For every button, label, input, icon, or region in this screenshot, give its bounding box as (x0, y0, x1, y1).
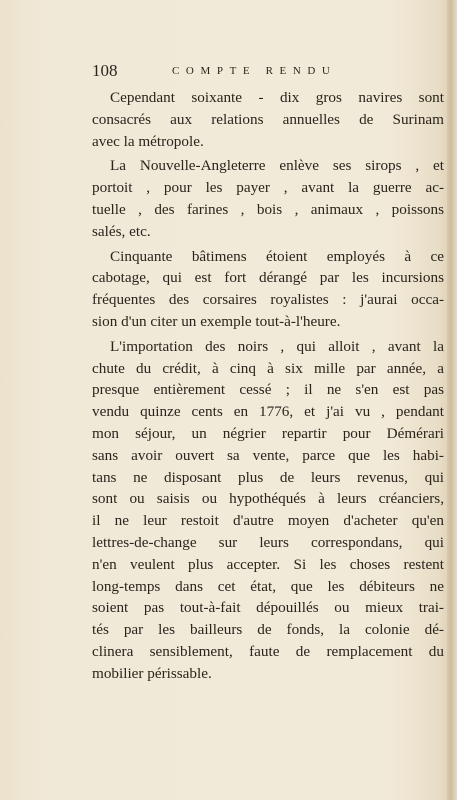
text-line: presque entièrement cessé ; il ne s'en est pas (92, 381, 444, 399)
text-line: portoit , pour les payer , avant la guerre ac- (92, 179, 444, 197)
page-edge (447, 0, 457, 800)
paragraph-3 (92, 246, 444, 333)
body-text (92, 87, 444, 688)
page-number: 108 (92, 61, 118, 80)
text-line: il ne leur restoit d'autre moyen d'acheter qu'en (92, 512, 444, 530)
text-line: lettres-de-change sur leurs correspondans, qui (92, 533, 444, 551)
text-line: salés, etc. (92, 222, 151, 240)
text-line: tuelle , des farines , bois , animaux , poissons (92, 200, 444, 218)
text-line: long-temps dans cet état, que les débiteurs ne (92, 577, 444, 595)
text-line: sont ou saisis ou hypothéqués à leurs créanciers, (92, 490, 444, 508)
text-line: L'importation des noirs , qui alloit , avant la (110, 337, 444, 355)
text-line: vendu quinze cents en 1776, et j'ai vu , pendant (92, 403, 444, 421)
text-line: clinera sensiblement, faute de remplacement du (92, 642, 444, 660)
text-line: cabotage, qui est fort dérangé par les incursions (92, 269, 444, 287)
text-line: tans ne disposant plus de leurs revenus, qui (92, 468, 444, 486)
text-line: chute du crédit, à cinq à six mille par année, a (92, 359, 444, 377)
text-line: mobilier périssable. (92, 664, 212, 682)
text-line: avec la métropole. (92, 132, 204, 150)
paragraph-1 (92, 87, 444, 152)
text-line: soient pas tout-à-fait dépouillés ou mieux trai- (92, 599, 444, 617)
text-line: La Nouvelle-Angleterre enlève ses sirops , et (110, 157, 444, 175)
paragraph-4 (92, 336, 444, 685)
text-line: tés par les bailleurs de fonds, la colonie dé- (92, 621, 444, 639)
text-line: sans avoir ouvert sa vente, parce que les habi- (92, 446, 444, 464)
text-line: consacrés aux relations annuelles de Surinam (92, 110, 444, 128)
running-title: COMPTE RENDU (172, 65, 337, 77)
text-line: mon séjour, un négrier repartir pour Démérari (92, 424, 444, 442)
text-line: fréquentes des corsaires royalistes : j'aurai occa- (92, 291, 444, 309)
text-line: n'en veulent plus accepter. Si les choses restent (92, 555, 444, 573)
paragraph-2 (92, 155, 444, 242)
text-line: sion d'un citer un exemple tout-à-l'heure. (92, 312, 341, 330)
text-line: Cinquante bâtimens étoient employés à ce (110, 247, 444, 265)
text-line: Cependant soixante - dix gros navires sont (110, 89, 444, 106)
page-header (92, 60, 444, 82)
